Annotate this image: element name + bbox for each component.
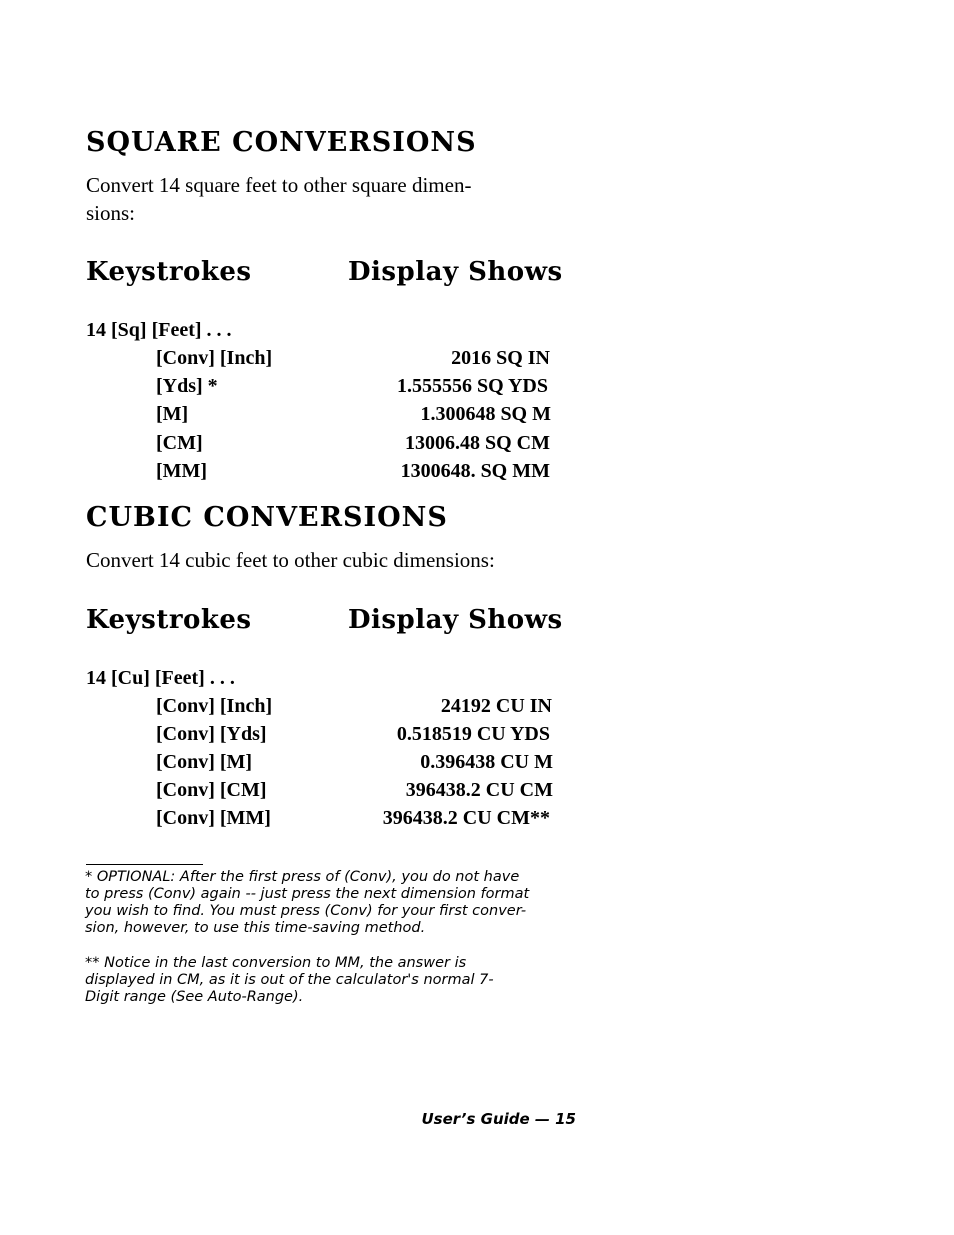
square-row-key: [Yds] * [156,375,218,397]
cubic-row-key: [Conv] [Inch] [156,695,273,717]
cubic-keystrokes-header: Keystrokes [86,605,252,635]
square-row-key: [MM] [156,460,208,482]
square-row-display: 1.555556 SQ YDS [397,375,548,397]
cubic-row-key: [Conv] [CM] [156,779,267,801]
footnote-line: Digit range (See Auto-Range). [85,989,304,1005]
square-row-display: 1300648. SQ MM [400,460,550,482]
square-lead-keystroke: 14 [Sq] [Feet] . . . [86,319,232,341]
cubic-row-display: 396438.2 CU CM** [382,807,550,829]
footnote-line: ** Notice in the last conversion to MM, the answer is [85,955,467,971]
square-intro-line-1: Convert 14 square feet to other square dimen- [86,173,472,197]
footnote-line: to press (Conv) again -- just press the next dimension format [85,886,530,902]
footnote-notice [85,955,557,1006]
square-section-title: SQUARE CONVERSIONS [86,127,477,158]
square-keystrokes-header: Keystrokes [86,257,252,287]
page-footer: User’s Guide — 15 [421,1110,576,1128]
footnote-line: * OPTIONAL: After the first press of (Conv), you do not have [85,869,520,885]
square-row-display: 13006.48 SQ CM [405,432,550,454]
cubic-row-key: [Conv] [MM] [156,807,271,829]
cubic-section-title: CUBIC CONVERSIONS [86,502,448,533]
cubic-lead-keystroke: 14 [Cu] [Feet] . . . [86,667,235,689]
footnote-line: you wish to find. You must press (Conv) for your first conver- [85,903,527,919]
square-row-key: [M] [156,403,189,425]
cubic-intro: Convert 14 cubic feet to other cubic dimensions: [86,548,495,572]
footnote-line: sion, however, to use this time-saving method. [85,920,426,936]
footnote-optional [85,869,557,937]
footnote-rule [86,864,203,865]
cubic-display-header: Display Shows [348,605,563,635]
cubic-row-display: 396438.2 CU CM [405,779,553,801]
cubic-row-display: 24192 CU IN [440,695,552,717]
cubic-row-display: 0.396438 CU M [420,751,553,773]
square-row-key: [Conv] [Inch] [156,347,273,369]
square-row-key: [CM] [156,432,203,454]
square-display-header: Display Shows [348,257,563,287]
square-row-display: 2016 SQ IN [451,347,550,369]
footnote-line: displayed in CM, as it is out of the calculator's normal 7- [85,972,494,988]
square-row-display: 1.300648 SQ M [420,403,551,425]
square-intro [86,171,564,227]
square-intro-line-2: sions: [86,201,136,225]
cubic-row-key: [Conv] [Yds] [156,723,267,745]
cubic-row-display: 0.518519 CU YDS [396,723,550,745]
cubic-row-key: [Conv] [M] [156,751,253,773]
